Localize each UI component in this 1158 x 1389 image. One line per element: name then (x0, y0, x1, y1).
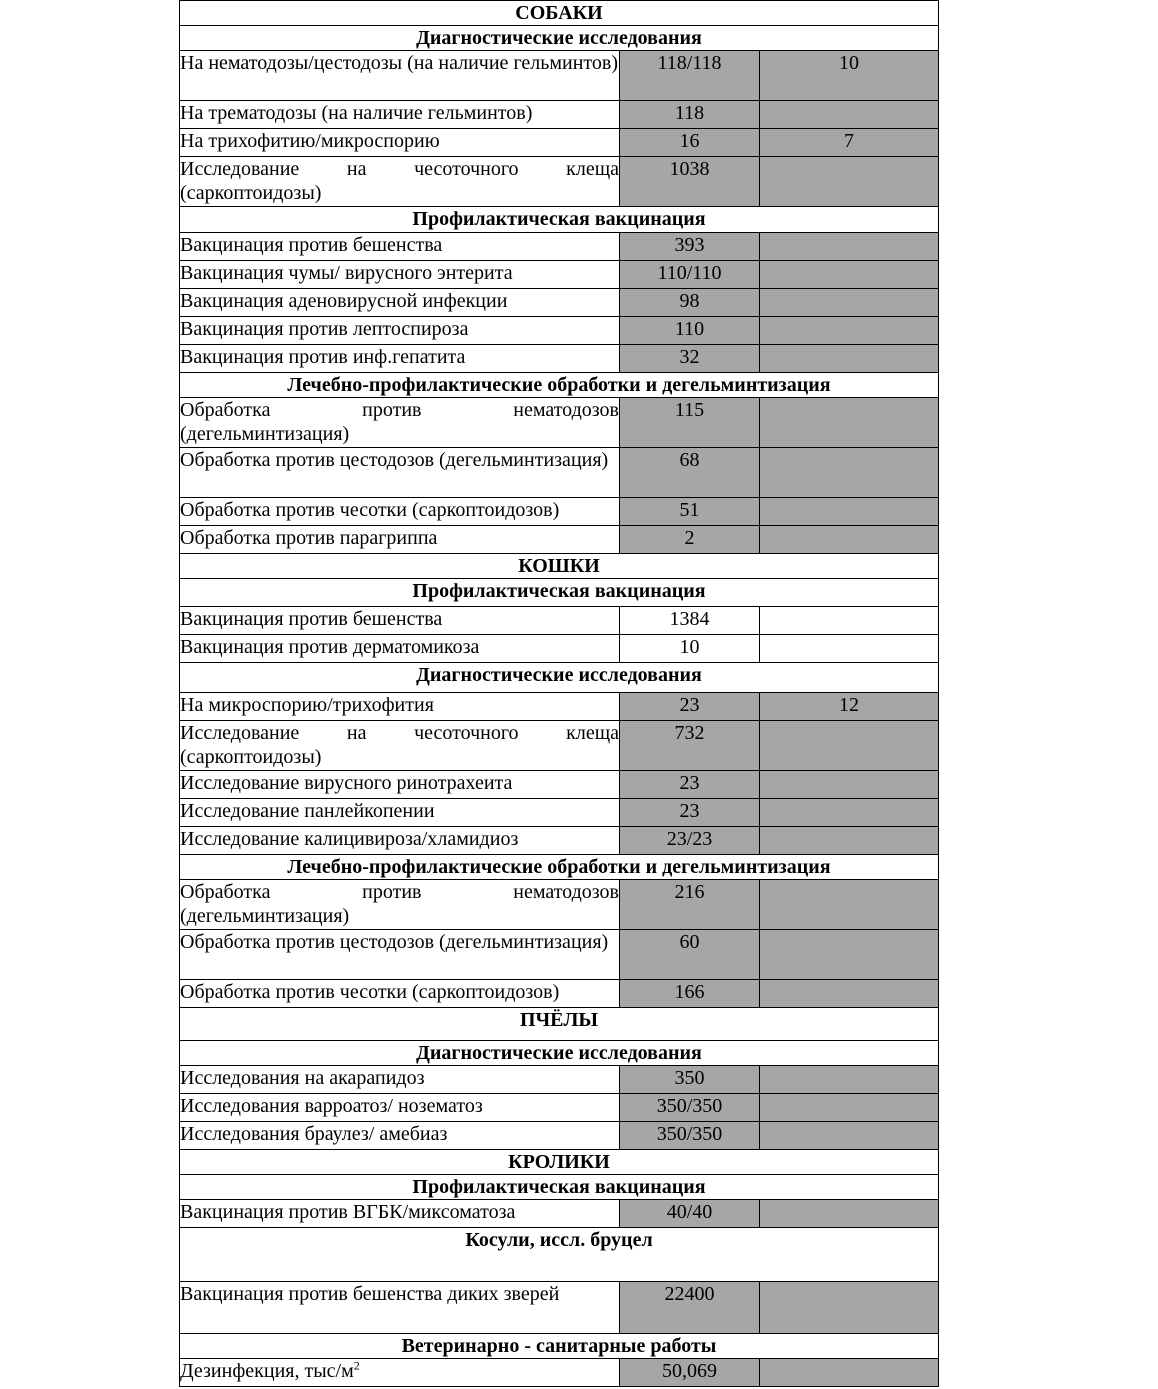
row-label-text: Исследование калицивироза/хламидиоз (180, 828, 519, 850)
section-title: КОШКИ (180, 554, 939, 579)
row-extra-value: 12 (760, 693, 939, 721)
row-label-text: На нематодозы/цестодозы (на наличие гельминтов) (180, 52, 618, 74)
row-extra-value (760, 317, 939, 345)
row-label-text: Исследование вирусного ринотрахеита (180, 772, 513, 794)
section-title: ПЧЁЛЫ (180, 1008, 939, 1041)
row-value: 32 (620, 345, 760, 373)
table-row (180, 1122, 939, 1150)
row-value: 16 (620, 129, 760, 157)
row-value: 110 (620, 317, 760, 345)
row-label-text: Обработка против нематодозов (дегельминтизация) (180, 399, 619, 445)
subsection-header-row (180, 1228, 939, 1282)
row-value: 350/350 (620, 1122, 760, 1150)
row-extra-value (760, 1122, 939, 1150)
row-label-text: Вакцинация против дерматомикоза (180, 636, 480, 658)
row-label-text: Обработка против парагриппа (180, 527, 438, 549)
table-row (180, 827, 939, 855)
subsection-title: Диагностические исследования (180, 663, 939, 693)
row-label (180, 1122, 620, 1150)
subsection-header-row (180, 26, 939, 51)
row-label (180, 1200, 620, 1228)
row-extra-value (760, 1094, 939, 1122)
row-extra-value: 7 (760, 129, 939, 157)
table-row (180, 157, 939, 207)
row-extra-value (760, 635, 939, 663)
row-label (180, 607, 620, 635)
row-value: 393 (620, 233, 760, 261)
table-row (180, 1282, 939, 1334)
row-extra-value (760, 261, 939, 289)
row-label (180, 157, 620, 207)
row-extra-value (760, 1200, 939, 1228)
row-label-text: Исследования браулез/ амебиаз (180, 1123, 448, 1145)
table-row (180, 880, 939, 930)
row-label (180, 1066, 620, 1094)
row-value: 22400 (620, 1282, 760, 1334)
table-row (180, 607, 939, 635)
subsection-header-row (180, 855, 939, 880)
row-label (180, 930, 620, 980)
row-extra-value (760, 233, 939, 261)
table-row (180, 980, 939, 1008)
row-value: 115 (620, 398, 760, 448)
row-value: 60 (620, 930, 760, 980)
row-label (180, 398, 620, 448)
row-value: 50,069 (620, 1359, 760, 1387)
row-label-text: Вакцинация против ВГБК/миксоматоза (180, 1201, 516, 1223)
table-row (180, 930, 939, 980)
subsection-header-row (180, 1041, 939, 1066)
subsection-title: Профилактическая вакцинация (180, 207, 939, 233)
row-label (180, 1282, 620, 1334)
row-label-text: Вакцинация против бешенства диких зверей (180, 1283, 560, 1305)
row-label-text: Обработка против чесотки (саркоптоидозов) (180, 981, 560, 1003)
row-value: 118/118 (620, 51, 760, 101)
row-extra-value (760, 880, 939, 930)
subsection-header-row (180, 663, 939, 693)
row-extra-value (760, 827, 939, 855)
row-value: 732 (620, 721, 760, 771)
table-row (180, 317, 939, 345)
row-label-text: Обработка против цестодозов (дегельминтизация) (180, 931, 609, 953)
row-extra-value (760, 1359, 939, 1387)
vet-report-body (180, 1, 939, 1387)
table-row (180, 233, 939, 261)
row-label-text: Обработка против чесотки (саркоптоидозов) (180, 499, 560, 521)
row-value: 1384 (620, 607, 760, 635)
row-label (180, 635, 620, 663)
row-extra-value (760, 1282, 939, 1334)
vet-report-table (179, 0, 939, 1387)
row-label-text: Вакцинация чумы/ вирусного энтерита (180, 262, 513, 284)
row-label-text: Обработка против цестодозов (дегельминтизация) (180, 449, 609, 471)
table-row (180, 51, 939, 101)
row-value: 10 (620, 635, 760, 663)
row-label (180, 771, 620, 799)
row-label (180, 345, 620, 373)
row-value: 118 (620, 101, 760, 129)
unit-superscript: 2 (353, 1358, 360, 1373)
row-label-text: На трематодозы (на наличие гельминтов) (180, 102, 533, 124)
row-label-text: Исследования варроатоз/ нозематоз (180, 1095, 483, 1117)
section-header-row (180, 1150, 939, 1175)
table-row (180, 693, 939, 721)
row-label (180, 827, 620, 855)
table-row (180, 1359, 939, 1387)
table-row (180, 289, 939, 317)
row-label (180, 233, 620, 261)
row-extra-value: 10 (760, 51, 939, 101)
row-extra-value (760, 607, 939, 635)
row-value: 40/40 (620, 1200, 760, 1228)
row-label (180, 101, 620, 129)
table-row (180, 345, 939, 373)
row-label (180, 498, 620, 526)
row-label-text: Исследование на чесоточного клеща (саркоптоидозы) (180, 158, 619, 204)
row-label (180, 317, 620, 345)
subsection-title: Профилактическая вакцинация (180, 579, 939, 607)
row-extra-value (760, 289, 939, 317)
row-label (180, 1094, 620, 1122)
table-row (180, 448, 939, 498)
subsection-title: Диагностические исследования (180, 1041, 939, 1066)
table-row (180, 526, 939, 554)
row-label-text: Исследование панлейкопении (180, 800, 435, 822)
row-value: 216 (620, 880, 760, 930)
row-extra-value (760, 526, 939, 554)
section-header-row (180, 554, 939, 579)
row-value: 23 (620, 771, 760, 799)
row-extra-value (760, 101, 939, 129)
row-extra-value (760, 398, 939, 448)
row-label-text: Исследования на акарапидоз (180, 1067, 425, 1089)
row-extra-value (760, 930, 939, 980)
row-extra-value (760, 799, 939, 827)
row-label (180, 289, 620, 317)
row-value: 23/23 (620, 827, 760, 855)
table-row (180, 1066, 939, 1094)
row-value: 51 (620, 498, 760, 526)
subsection-title: Ветеринарно - санитарные работы (180, 1334, 939, 1359)
row-label (180, 1359, 620, 1387)
subsection-header-row (180, 579, 939, 607)
table-row (180, 721, 939, 771)
row-label-text: На трихофитию/микроспорию (180, 130, 440, 152)
section-title: КРОЛИКИ (180, 1150, 939, 1175)
row-value: 110/110 (620, 261, 760, 289)
row-extra-value (760, 448, 939, 498)
row-extra-value (760, 498, 939, 526)
row-label (180, 526, 620, 554)
row-extra-value (760, 721, 939, 771)
row-label-text: На микроспорию/трихофития (180, 694, 434, 716)
subsection-header-row (180, 373, 939, 398)
row-label-text: Дезинфекция, тыс/м (180, 1360, 354, 1382)
table-row (180, 1094, 939, 1122)
section-title: СОБАКИ (180, 1, 939, 26)
row-value: 98 (620, 289, 760, 317)
section-header-row (180, 1008, 939, 1041)
row-label (180, 799, 620, 827)
row-label (180, 693, 620, 721)
row-extra-value (760, 345, 939, 373)
row-value: 166 (620, 980, 760, 1008)
row-label (180, 261, 620, 289)
table-row (180, 398, 939, 448)
row-label-text: Вакцинация против бешенства (180, 608, 443, 630)
subsection-title: Лечебно-профилактические обработки и дегельминтизация (180, 373, 939, 398)
table-row (180, 101, 939, 129)
subsection-header-row (180, 1334, 939, 1359)
row-extra-value (760, 771, 939, 799)
section-header-row (180, 1, 939, 26)
table-row (180, 261, 939, 289)
row-label (180, 880, 620, 930)
row-value: 1038 (620, 157, 760, 207)
table-row (180, 498, 939, 526)
row-extra-value (760, 980, 939, 1008)
subsection-title: Лечебно-профилактические обработки и дегельминтизация (180, 855, 939, 880)
row-label-text: Исследование на чесоточного клеща (саркоптоидозы) (180, 722, 619, 768)
row-label (180, 129, 620, 157)
row-label-text: Вакцинация против инф.гепатита (180, 346, 466, 368)
row-value: 68 (620, 448, 760, 498)
subsection-title: Косули, иссл. бруцел (180, 1228, 939, 1282)
subsection-header-row (180, 1175, 939, 1200)
table-row (180, 799, 939, 827)
table-row (180, 771, 939, 799)
table-row (180, 1200, 939, 1228)
row-label-text: Вакцинация против бешенства (180, 234, 443, 256)
row-value: 350 (620, 1066, 760, 1094)
subsection-title: Профилактическая вакцинация (180, 1175, 939, 1200)
row-label-text: Вакцинация против лептоспироза (180, 318, 469, 340)
row-value: 2 (620, 526, 760, 554)
row-label (180, 448, 620, 498)
row-value: 350/350 (620, 1094, 760, 1122)
row-value: 23 (620, 799, 760, 827)
row-extra-value (760, 1066, 939, 1094)
row-label (180, 980, 620, 1008)
subsection-header-row (180, 207, 939, 233)
row-label-text: Обработка против нематодозов (дегельминтизация) (180, 881, 619, 927)
row-extra-value (760, 157, 939, 207)
row-label (180, 721, 620, 771)
row-value: 23 (620, 693, 760, 721)
table-row (180, 129, 939, 157)
subsection-title: Диагностические исследования (180, 26, 939, 51)
table-row (180, 635, 939, 663)
row-label-text: Вакцинация аденовирусной инфекции (180, 290, 508, 312)
row-label (180, 51, 620, 101)
